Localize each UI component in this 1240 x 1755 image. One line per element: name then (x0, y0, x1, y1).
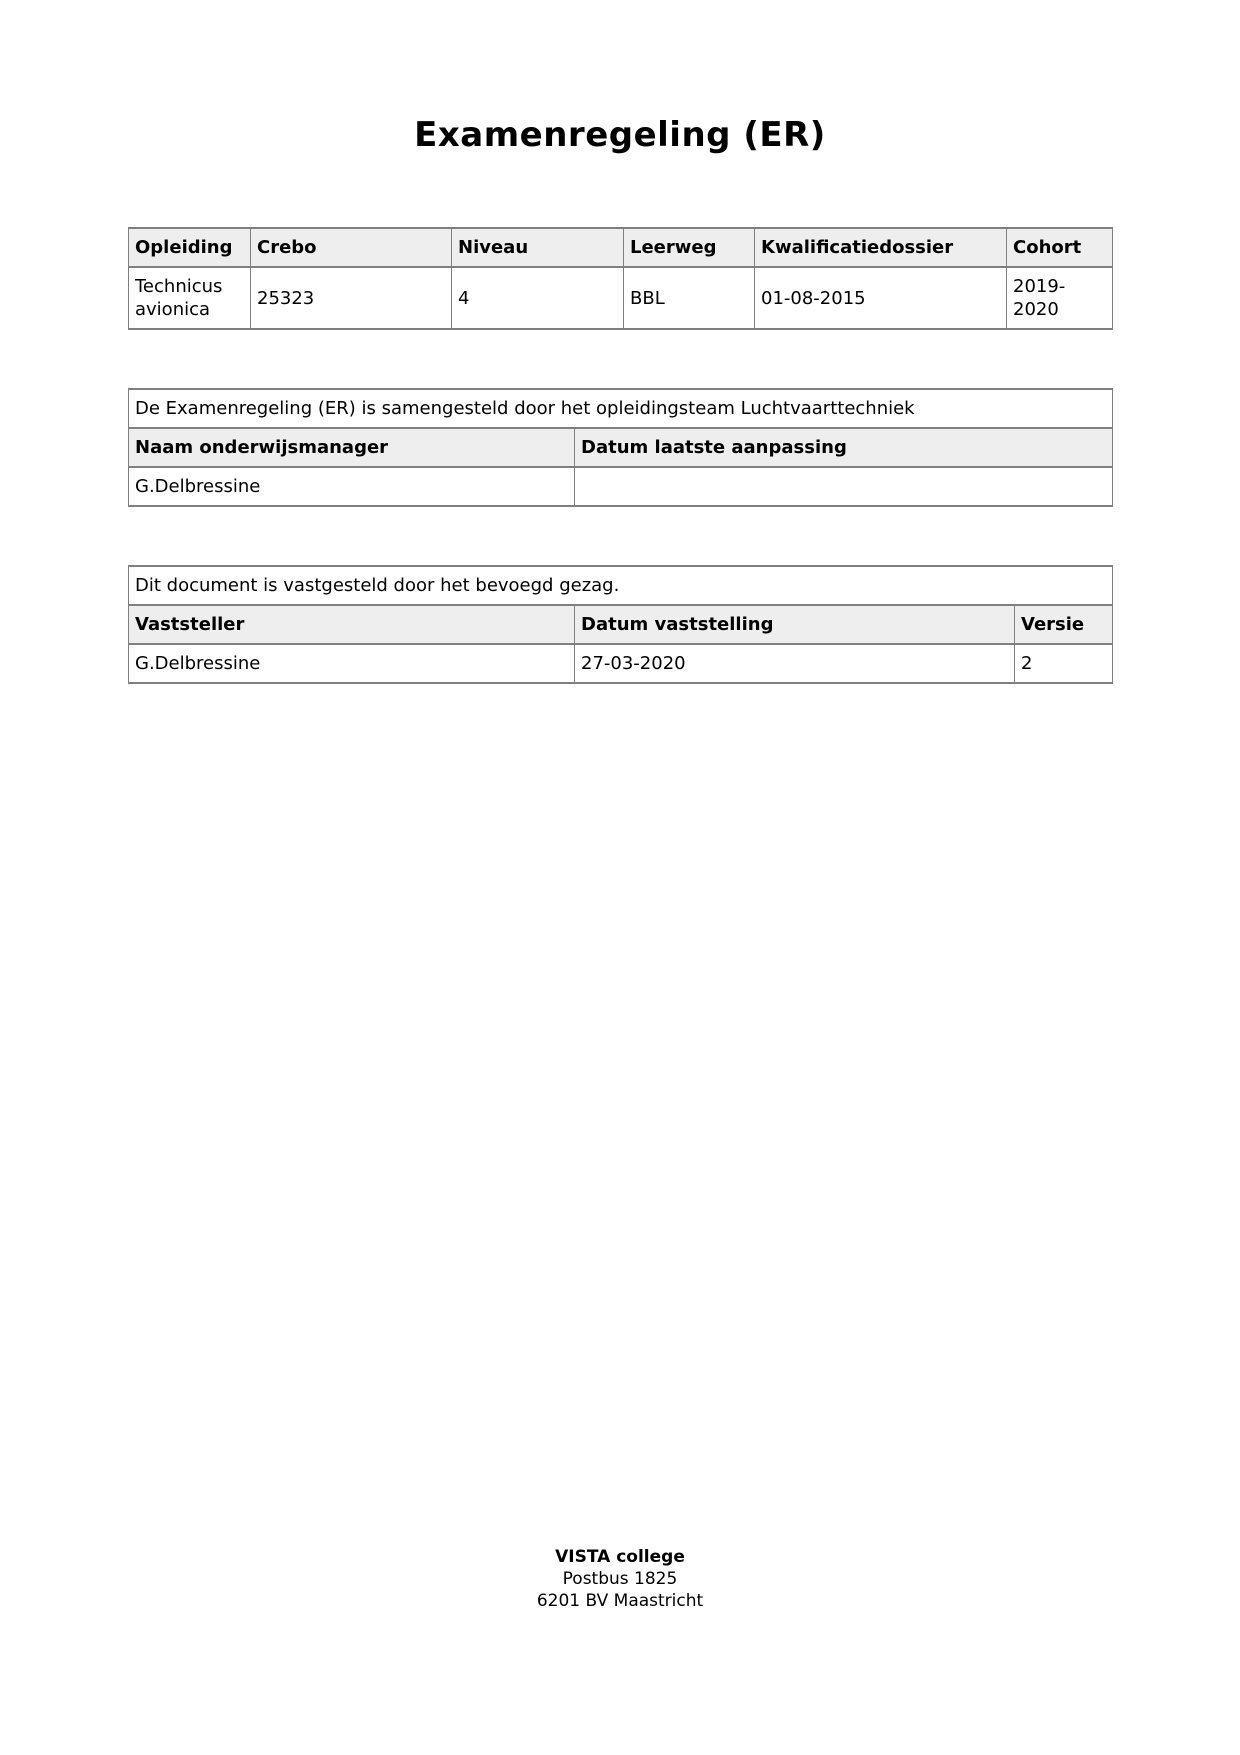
cell-versie: 2 (1015, 644, 1113, 683)
header-naam-onderwijsmanager: Naam onderwijsmanager (129, 428, 575, 467)
program-data-row (129, 267, 1113, 329)
approval-table (128, 565, 1113, 684)
cell-datum-laatste-aanpassing (575, 467, 1113, 506)
header-vaststeller: Vaststeller (129, 605, 575, 644)
cell-crebo: 25323 (251, 267, 452, 329)
composition-caption: De Examenregeling (ER) is samengesteld door het opleidingsteam Luchtvaarttechniek (129, 389, 1113, 428)
approval-header-row (129, 605, 1113, 644)
header-datum-laatste-aanpassing: Datum laatste aanpassing (575, 428, 1113, 467)
header-datum-vaststelling: Datum vaststelling (575, 605, 1015, 644)
header-niveau: Niveau (452, 228, 624, 267)
composition-table (128, 388, 1113, 507)
cell-cohort: 2019-2020 (1007, 267, 1113, 329)
header-kwalificatiedossier: Kwalificatiedossier (755, 228, 1007, 267)
approval-data-row (129, 644, 1113, 683)
composition-header-row (129, 428, 1113, 467)
cell-niveau: 4 (452, 267, 624, 329)
program-info-table (128, 227, 1113, 330)
program-header-row (129, 228, 1113, 267)
header-leerweg: Leerweg (624, 228, 755, 267)
document-content (0, 113, 1240, 684)
page-footer (0, 1546, 1240, 1612)
cell-leerweg: BBL (624, 267, 755, 329)
footer-address-line-1: Postbus 1825 (562, 1569, 678, 1589)
footer-address-line-2: 6201 BV Maastricht (536, 1591, 704, 1611)
cell-kwalificatiedossier: 01-08-2015 (755, 267, 1007, 329)
approval-caption-row (129, 566, 1113, 605)
cell-opleiding: Technicus avionica (129, 267, 251, 329)
page-title: Examenregeling (ER) (414, 115, 826, 155)
composition-caption-row (129, 389, 1113, 428)
header-opleiding: Opleiding (129, 228, 251, 267)
header-cohort: Cohort (1007, 228, 1113, 267)
header-versie: Versie (1015, 605, 1113, 644)
cell-vaststeller: G.Delbressine (129, 644, 575, 683)
cell-naam-onderwijsmanager: G.Delbressine (129, 467, 575, 506)
approval-caption: Dit document is vastgesteld door het bevoegd gezag. (129, 566, 1113, 605)
header-crebo: Crebo (251, 228, 452, 267)
footer-organization: VISTA college (555, 1547, 685, 1567)
cell-datum-vaststelling: 27-03-2020 (575, 644, 1015, 683)
composition-data-row (129, 467, 1113, 506)
